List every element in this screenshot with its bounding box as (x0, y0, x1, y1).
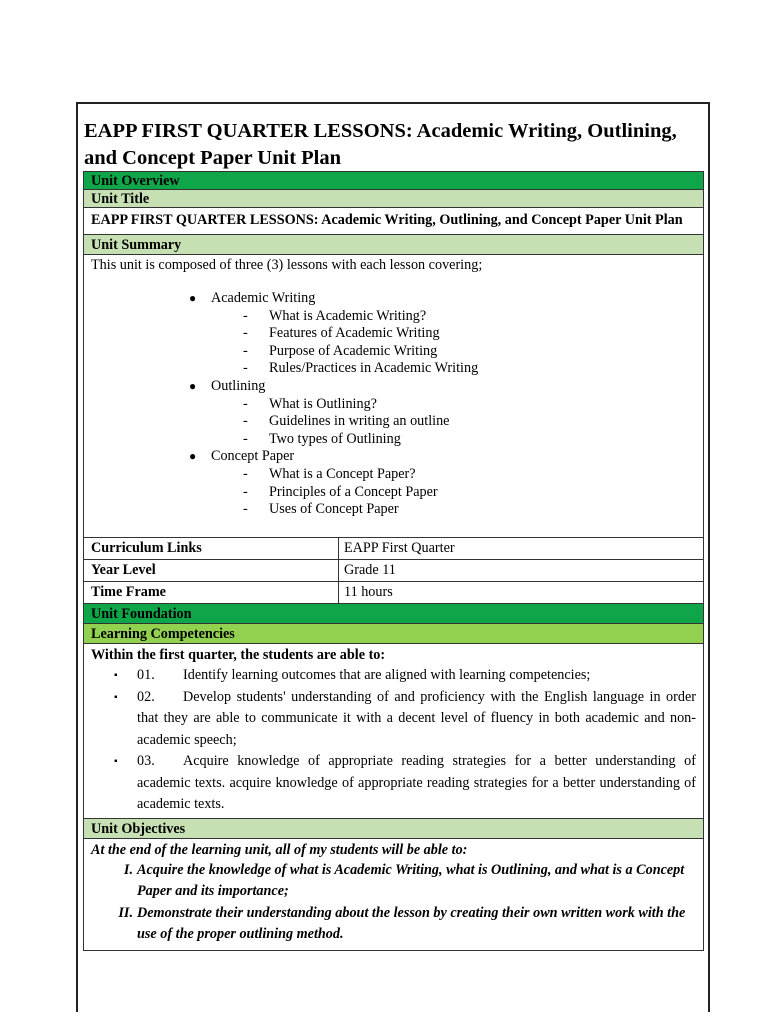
lesson-item: ● Academic Writing (189, 290, 316, 306)
objectives-intro: At the end of the learning unit, all of my students will be able to: (91, 841, 468, 858)
detail-value: 11 hours (344, 584, 393, 600)
topic-item: - What is Academic Writing? (243, 307, 427, 324)
detail-label: Curriculum Links (84, 538, 339, 559)
competencies-cell (84, 644, 703, 819)
competency-item: ▪ 01. Identify learning outcomes that are aligned with learning competencies; (91, 665, 696, 687)
lesson-list (91, 290, 696, 519)
topic-list (91, 466, 696, 519)
topic-item: - Principles of a Concept Paper (243, 483, 438, 500)
detail-row-curriculum-links (84, 538, 703, 560)
unit-title-label: Unit Title (84, 190, 703, 208)
square-bullet-icon: ▪ (114, 691, 118, 703)
detail-value: EAPP First Quarter (344, 540, 455, 556)
topic-list (91, 396, 696, 449)
objective-item: I. Acquire the knowledge of what is Academic Writing, what is Outlining, and what is a Concept Paper and its importance; (123, 861, 685, 899)
topic-item: - Two types of Outlining (243, 430, 401, 447)
learning-competencies-label: Learning Competencies (84, 624, 703, 644)
unit-plan-table (83, 171, 704, 951)
competency-item: ▪ 03. Acquire knowledge of appropriate reading strategies for a better understanding of academic texts. acquire knowledge of appropriate reading strategies for a better understanding of academic texts. (114, 753, 696, 812)
topic-item: - Rules/Practices in Academic Writing (243, 360, 479, 377)
detail-row-year-level (84, 560, 703, 582)
detail-value: Grade 11 (344, 562, 396, 578)
unit-summary-cell (84, 255, 703, 538)
topic-item: - Guidelines in writing an outline (243, 413, 450, 430)
detail-row-time-frame (84, 582, 703, 604)
unit-title-value: EAPP FIRST QUARTER LESSONS: Academic Writing, Outlining, and Concept Paper Unit Plan (84, 208, 703, 235)
topic-item: - Features of Academic Writing (243, 325, 440, 342)
lesson-item: ● Concept Paper (189, 448, 295, 465)
competencies-intro: Within the first quarter, the students are able to: (91, 647, 386, 663)
unit-summary-label: Unit Summary (84, 235, 703, 255)
competency-item: ▪ 02. Develop students' understanding of and proficiency with the English language in order that they are able to communicate it with a decent level of fluency in both academic and non-academic speech; (114, 688, 696, 748)
bullet-icon: ● (189, 291, 197, 305)
square-bullet-icon: ▪ (114, 756, 118, 767)
document-title: EAPP FIRST QUARTER LESSONS: Academic Writing, Outlining, and Concept Paper Unit Plan (84, 120, 677, 169)
detail-label: Time Frame (84, 582, 339, 603)
unit-summary-intro: This unit is composed of three (3) lessons with each lesson covering; (91, 257, 483, 273)
topic-item: - Purpose of Academic Writing (243, 342, 438, 359)
unit-foundation-header: Unit Foundation (84, 604, 703, 624)
topic-list (91, 308, 696, 378)
bullet-icon: ● (189, 449, 197, 464)
topic-item: - What is Outlining? (243, 395, 377, 412)
lesson-item: ● Outlining (189, 377, 266, 394)
unit-objectives-label: Unit Objectives (84, 819, 703, 839)
square-bullet-icon: ▪ (114, 670, 118, 681)
detail-label: Year Level (84, 560, 339, 581)
topic-item: - What is a Concept Paper? (243, 465, 416, 482)
unit-overview-header: Unit Overview (84, 172, 703, 190)
topic-item: - Uses of Concept Paper (243, 501, 399, 518)
bullet-icon: ● (189, 378, 197, 393)
objectives-cell (84, 839, 703, 951)
objective-item: II. Demonstrate their understanding about the lesson by creating their own written work with the use of the proper outlining method. (118, 904, 686, 942)
